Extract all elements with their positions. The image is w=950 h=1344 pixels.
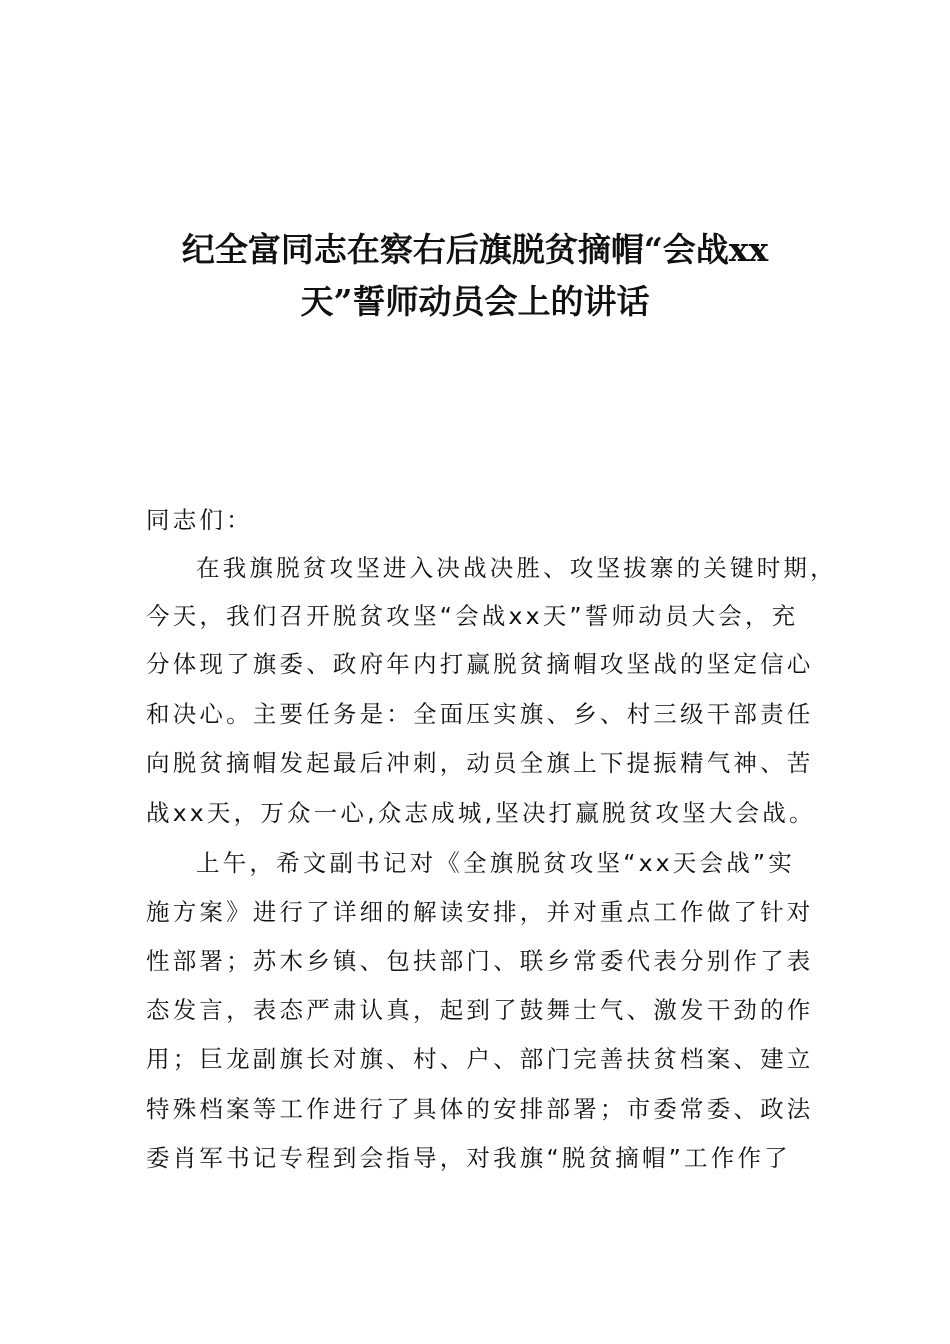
body-line-5: 向脱贫摘帽发起最后冲刺，动员全旗上下提振精气神、苦 xyxy=(146,749,814,777)
document-title-line-1: 纪全富同志在察右后旗脱贫摘帽“会战xx xyxy=(181,230,769,269)
body-line-2: 今天，我们召开脱贫攻坚“会战xx天”誓师动员大会，充 xyxy=(146,602,799,630)
body-line-8: 施方案》进行了详细的解读安排，并对重点工作做了针对 xyxy=(146,898,814,926)
body-line-9: 性部署；苏木乡镇、包扶部门、联乡常委代表分别作了表 xyxy=(146,947,814,975)
body-line-13: 委肖军书记专程到会指导，对我旗“脱贫摘帽”工作作了 xyxy=(146,1144,791,1172)
body-line-10: 态发言，表态严肃认真，起到了鼓舞士气、激发干劲的作 xyxy=(146,996,814,1024)
body-line-6: 战xx天，万众一心,众志成城,坚决打赢脱贫攻坚大会战。 xyxy=(146,799,816,827)
salutation: 同志们： xyxy=(146,506,253,534)
body-line-3: 分体现了旗委、政府年内打赢脱贫摘帽攻坚战的坚定信心 xyxy=(146,650,814,678)
body-line-12: 特殊档案等工作进行了具体的安排部署；市委常委、政法 xyxy=(146,1095,814,1123)
body-line-7: 上午，希文副书记对《全旗脱贫攻坚“xx天会战”实 xyxy=(196,849,795,877)
document-title-line-2: 天”誓师动员会上的讲话 xyxy=(300,282,650,321)
body-line-1: 在我旗脱贫攻坚进入决战决胜、攻坚拔寨的关键时期， xyxy=(196,554,837,582)
body-line-4: 和决心。主要任务是：全面压实旗、乡、村三级干部责任 xyxy=(146,700,814,728)
body-line-11: 用；巨龙副旗长对旗、村、户、部门完善扶贫档案、建立 xyxy=(146,1045,814,1073)
